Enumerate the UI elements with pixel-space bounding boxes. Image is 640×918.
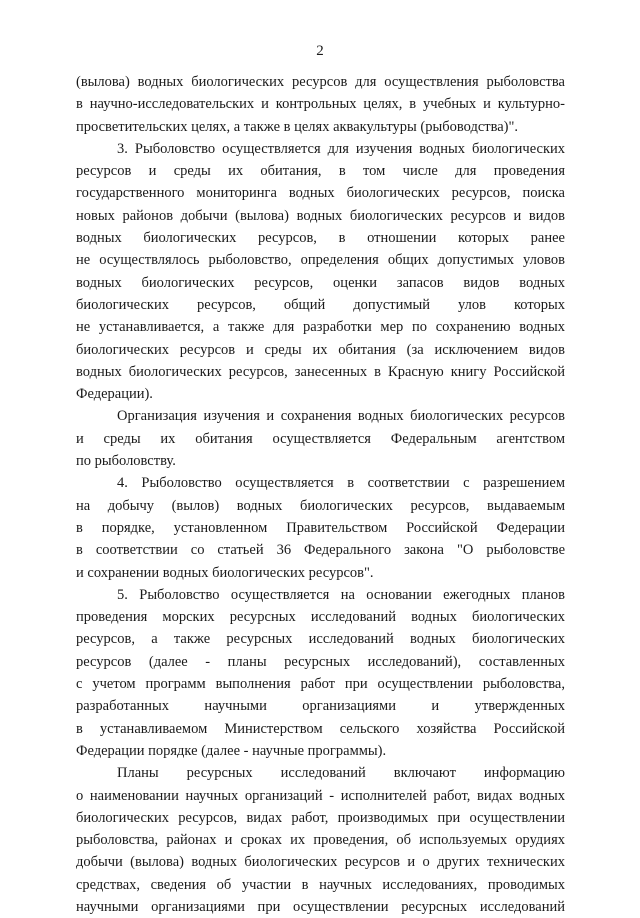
text-line: (вылова) водных биологических ресурсов для осуществления рыболовства xyxy=(76,74,565,90)
text-line: разработанных научными организациями и утвержденных xyxy=(76,698,565,715)
text-line: о наименовании научных организаций - исполнителей работ, видах водных xyxy=(76,787,565,804)
text-line: Федерации порядке (далее - научные программы). xyxy=(76,742,387,759)
paragraph xyxy=(76,405,565,472)
text-line: 4. Рыболовство осуществляется в соответствии с разрешением xyxy=(117,475,565,492)
text-line: Федерации). xyxy=(76,386,153,403)
text-line: Планы ресурсных исследований включают информацию xyxy=(117,765,565,782)
text-line: Организация изучения и сохранения водных биологических ресурсов xyxy=(117,408,565,425)
text-line: ресурсов, а также ресурсных исследований водных биологических xyxy=(76,631,565,648)
text-line: и среды их обитания осуществляется Федеральным агентством xyxy=(76,430,565,447)
text-line: новых районов добычи (вылова) водных биологических ресурсов и видов xyxy=(76,207,565,224)
text-line: биологических ресурсов и среды их обитания (за исключением видов xyxy=(76,341,565,358)
paragraph xyxy=(76,584,565,762)
text-line: ресурсов (далее - планы ресурсных исследований), составленных xyxy=(76,653,565,670)
text-line: биологических ресурсов, видах работ, производимых при осуществлении xyxy=(76,809,565,826)
text-line: 3. Рыболовство осуществляется для изучения водных биологических xyxy=(117,140,565,157)
text-line: 5. Рыболовство осуществляется на основании ежегодных планов xyxy=(117,586,565,603)
text-line: не устанавливается, а также для разработки мер по сохранению водных xyxy=(76,319,565,336)
text-line: на добычу (вылов) водных биологических ресурсов, выдаваемым xyxy=(76,497,565,514)
text-line: в соответствии со статьей 36 Федерального закона "О рыболовстве xyxy=(76,542,565,559)
text-line: средствах, сведения об участии в научных исследованиях, проводимых xyxy=(76,876,565,893)
document-body xyxy=(76,71,565,918)
paragraph xyxy=(76,762,565,918)
text-line: просветительских целях, а также в целях аквакультуры (рыбоводства)". xyxy=(76,118,519,135)
text-line: научными организациями при осуществлении ресурсных исследований xyxy=(76,898,565,915)
page-number: 2 xyxy=(316,43,324,59)
text-line: в порядке, установленном Правительством Российской Федерации xyxy=(76,519,565,536)
paragraph xyxy=(76,71,565,138)
text-line: рыболовства, районах и сроках их проведения, об используемых орудиях xyxy=(76,832,565,849)
text-line: в научно-исследовательских и контрольных целях, в учебных и культурно- xyxy=(76,96,565,113)
text-line: ресурсов и среды их обитания, в том числе для проведения xyxy=(76,163,565,180)
text-line: не осуществлялось рыболовство, определения общих допустимых уловов xyxy=(76,252,565,269)
paragraph xyxy=(76,472,565,583)
text-line: проведения морских ресурсных исследований водных биологических xyxy=(76,609,565,626)
text-line: водных биологических ресурсов, в отношении которых ранее xyxy=(76,230,565,247)
text-line: биологических ресурсов, общий допустимый улов которых xyxy=(76,296,565,313)
text-line: государственного мониторинга водных биологических ресурсов, поиска xyxy=(76,185,565,202)
text-line: и сохранении водных биологических ресурсов". xyxy=(76,564,374,581)
text-line: с учетом программ выполнения работ при осуществлении рыболовства, xyxy=(76,676,565,693)
text-line: добычи (вылова) водных биологических ресурсов и о других технических xyxy=(76,854,565,871)
text-line: водных биологических ресурсов, оценки запасов видов водных xyxy=(76,274,565,291)
text-line: водных биологических ресурсов, занесенных в Красную книгу Российской xyxy=(76,363,565,380)
paragraph xyxy=(76,138,565,406)
text-line: в устанавливаемом Министерством сельского хозяйства Российской xyxy=(76,720,565,737)
text-line: по рыболовству. xyxy=(76,453,176,470)
